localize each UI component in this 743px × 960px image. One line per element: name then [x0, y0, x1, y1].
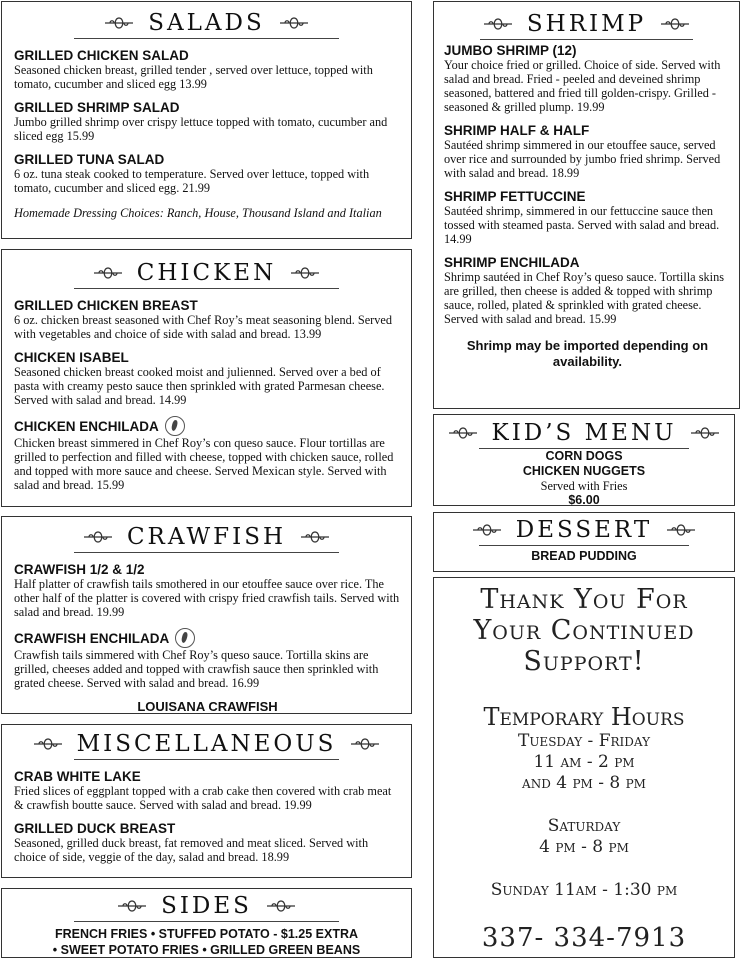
- divider: [74, 552, 340, 553]
- spicy-pepper-icon: [165, 416, 185, 436]
- menu-item-name: SHRIMP FETTUCCINE: [444, 189, 586, 204]
- divider: [74, 759, 340, 760]
- sides-section: [1, 888, 412, 958]
- ornament-icon: [472, 524, 502, 536]
- weekday-hours-2: and 4 pm - 8 pm: [522, 773, 646, 793]
- divider: [480, 39, 694, 40]
- spicy-pepper-icon: [175, 628, 195, 648]
- divider: [479, 545, 689, 546]
- menu-item-desc: 6 oz. chicken breast seasoned with Chef Roy’s meat seasoning blend. Served with vegetables and choice of side with salad and bread. 13.99: [14, 313, 393, 341]
- crawfish-footer: LOUISANA CRAWFISH: [137, 699, 278, 714]
- kids-item-corn-dogs: CORN DOGS: [545, 449, 623, 463]
- menu-item-desc: 6 oz. tuna steak cooked to temperature. Served over lettuce, topped with tomato, cucumber and sliced egg. 21.99: [14, 167, 370, 195]
- ornament-icon: [666, 524, 696, 536]
- menu-item-name: CHICKEN ENCHILADA: [14, 418, 159, 434]
- menu-item-desc: Jumbo grilled shrimp over crispy lettuce topped with tomato, cucumber and sliced egg 15.99: [14, 115, 388, 143]
- hours-section: [433, 577, 735, 958]
- dessert-title: DESSERT: [515, 517, 653, 543]
- sunday-hours: Sunday 11am - 1:30 pm: [490, 880, 678, 900]
- ornament-icon: [279, 17, 309, 29]
- menu-item-name: GRILLED CHICKEN BREAST: [14, 298, 198, 313]
- menu-item-name: SHRIMP HALF & HALF: [444, 123, 590, 138]
- weekday-days: Tuesday - Friday: [517, 731, 650, 751]
- shrimp-section: [433, 1, 740, 409]
- divider: [74, 38, 340, 39]
- menu-item-desc: Sautéed shrimp simmered in our etouffee sauce, served over rice and surrounded by jumbo fried shrimp. Served with salad and bread. 18.99: [444, 138, 721, 180]
- menu-item-desc: Your choice fried or grilled. Choice of side. Served with salad and bread. Fried - peeled and deveined shrimp seasoned, battered and fried till golden-crispy. Grilled - seasoned & grilled plump. 19.99: [444, 58, 721, 114]
- chicken-title: CHICKEN: [136, 260, 277, 286]
- ornament-icon: [660, 18, 690, 30]
- ornament-icon: [483, 18, 513, 30]
- dessert-section: [433, 512, 735, 572]
- menu-item-name: CRAB WHITE LAKE: [14, 769, 141, 784]
- misc-section: [1, 724, 412, 878]
- menu-item-name: CHICKEN ISABEL: [14, 350, 129, 365]
- kids-price: $6.00: [568, 493, 600, 507]
- shrimp-import-note: Shrimp may be imported depending on availability.: [466, 338, 709, 369]
- menu-item-desc: Half platter of crawfish tails smothered in our etouffee sauce over rice. The other half of the platter is covered with crispy fried crawfish tails. Served with salad and bread. 19.99: [14, 577, 400, 619]
- menu-item-name-row: [14, 628, 401, 648]
- saturday-hours: 4 pm - 8 pm: [539, 837, 629, 857]
- menu-item-name: GRILLED TUNA SALAD: [14, 152, 165, 167]
- hours-title: Temporary Hours: [483, 703, 685, 731]
- menu-item-name-row: [14, 416, 401, 436]
- menu-item-desc: Seasoned chicken breast, grilled tender , served over lettuce, topped with tomato, cucumber and sliced egg 13.99: [14, 63, 373, 91]
- menu-item-name: CRAWFISH ENCHILADA: [14, 630, 170, 646]
- ornament-icon: [117, 900, 147, 912]
- ornament-icon: [104, 17, 134, 29]
- menu-item-desc: Chicken breast simmered in Chef Roy’s con queso sauce. Flour tortillas are grilled to perfection and filled with cheese, topped with chicken sauce, rolled and topped with more sauce and cheese. Served Mexican style. Served with salad and bread. 15.99: [14, 436, 394, 492]
- saturday-label: Saturday: [547, 816, 621, 836]
- menu-item-desc: Sautéed shrimp, simmered in our fettuccine sauce then tossed with steamed pasta. Served with salad and bread. 14.99: [444, 204, 720, 246]
- menu-item-desc: Seasoned chicken breast cooked moist and julienned. Served over a bed of pasta with creamy pesto sauce then sprinkled with grated Parmesan cheese. Served with salad and bread. 14.99: [14, 365, 385, 407]
- menu-item-name: CRAWFISH 1/2 & 1/2: [14, 562, 145, 577]
- sides-title: SIDES: [161, 893, 252, 919]
- weekday-hours-1: 11 am - 2 pm: [533, 752, 635, 772]
- menu-item-desc: Crawfish tails simmered with Chef Roy’s queso sauce. Tortilla skins are grilled, cheeses added and topped with crawfish sauce then sprinkled with grated cheese. Served with salad and bread. 16.99: [14, 648, 379, 690]
- kids-title: KID’S MENU: [491, 420, 677, 446]
- chicken-section: [1, 249, 412, 507]
- divider: [74, 921, 340, 922]
- ornament-icon: [448, 427, 478, 439]
- menu-item-desc: Shrimp sautéed in Chef Roy’s queso sauce. Tortilla skins are grilled, then cheese is added & topped with shrimp sauce, rolled, plated & sprinkled with grated cheese. Served with salad and bread. 15.99: [444, 270, 724, 326]
- kids-item-chicken-nuggets: CHICKEN NUGGETS: [522, 464, 646, 478]
- ornament-icon: [266, 900, 296, 912]
- menu-item-name: JUMBO SHRIMP (12): [444, 43, 577, 58]
- ornament-icon: [83, 531, 113, 543]
- menu-item-desc: Seasoned, grilled duck breast, fat removed and meat sliced. Served with choice of side, veggie of the day, salad and bread. 18.99: [14, 836, 369, 864]
- ornament-icon: [290, 267, 320, 279]
- salads-title: SALADS: [148, 10, 265, 36]
- menu-item-name: GRILLED SHRIMP SALAD: [14, 100, 180, 115]
- phone-number: 337- 334-7913: [481, 923, 687, 953]
- divider: [74, 288, 340, 289]
- thanks-line-2: Your Continued: [473, 615, 695, 646]
- ornament-icon: [690, 427, 720, 439]
- kids-served-with: Served with Fries: [540, 479, 628, 493]
- thanks-line-1: Thank You For: [480, 584, 688, 615]
- dressing-note: Homemade Dressing Choices: Ranch, House, Thousand Island and Italian: [14, 206, 382, 220]
- ornament-icon: [350, 738, 380, 750]
- sides-line-2: • SWEET POTATO FRIES • GRILLED GREEN BEANS: [52, 943, 361, 957]
- ornament-icon: [300, 531, 330, 543]
- crawfish-section: [1, 516, 412, 714]
- misc-title: MISCELLANEOUS: [76, 731, 337, 757]
- dessert-item: BREAD PUDDING: [531, 549, 637, 563]
- menu-item-name: GRILLED DUCK BREAST: [14, 821, 176, 836]
- menu-item-desc: Fried slices of eggplant topped with a crab cake then covered with crab meat & crawfish boutte sauce. Served with salad and bread. 19.99: [14, 784, 392, 812]
- shrimp-title: SHRIMP: [526, 11, 647, 37]
- ornament-icon: [33, 738, 63, 750]
- ornament-icon: [93, 267, 123, 279]
- crawfish-title: CRAWFISH: [126, 524, 287, 550]
- kids-section: [433, 414, 735, 506]
- menu-item-name: SHRIMP ENCHILADA: [444, 255, 580, 270]
- menu-item-name: GRILLED CHICKEN SALAD: [14, 48, 189, 63]
- thanks-line-3: Support!: [523, 646, 645, 677]
- salads-section: [1, 1, 412, 239]
- sides-line-1: FRENCH FRIES • STUFFED POTATO - $1.25 EXTRA: [54, 927, 359, 941]
